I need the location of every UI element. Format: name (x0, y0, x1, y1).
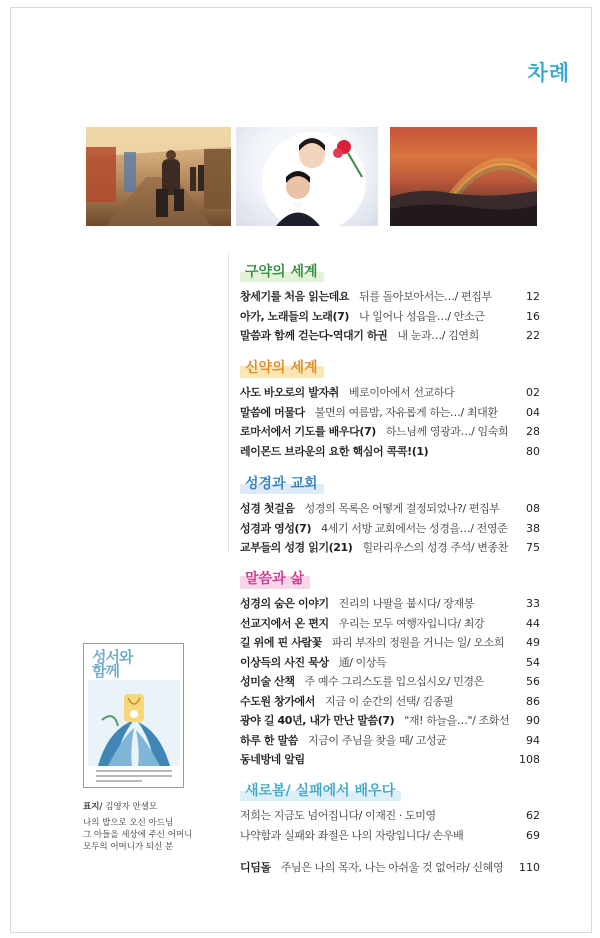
toc-entry[interactable] (240, 672, 540, 692)
entry-title: 동네방네 알림 (240, 753, 305, 766)
entry-page-number: 90 (526, 714, 540, 727)
entry-page-number: 56 (526, 675, 540, 688)
entry-subtitle: 4세기 서방 교회에서는 성경을…/ 전영준 (321, 521, 508, 535)
toc-entry[interactable] (240, 383, 540, 403)
entry-title: 말씀에 머물다 (240, 405, 305, 419)
section-title: 신약의 세계 (240, 356, 324, 378)
toc-entry[interactable] (240, 633, 540, 653)
entry-title: 수도원 창가에서 (240, 694, 316, 708)
entry-page-number: 44 (526, 616, 540, 630)
section-title: 말씀과 삶 (240, 567, 310, 589)
toc-entry[interactable] (240, 750, 540, 770)
toc-entry[interactable] (240, 653, 540, 673)
section-title: 성경과 교회 (240, 472, 324, 494)
toc-section-old-testament (240, 260, 540, 346)
entry-subtitle: 나 일어나 성읍을…/ 안소근 (358, 309, 485, 323)
entry-page-number: 86 (526, 694, 540, 708)
entry-subtitle: 저희는 지금도 넘어집니다/ 이재진 · 도미영 (240, 809, 436, 822)
entry-subtitle: 파리 부자의 정원을 거니는 일/ 오소희 (331, 636, 505, 649)
toc-entry[interactable] (240, 499, 540, 519)
entry-subtitle: 지금이 주님을 찾을 때/ 고성균 (308, 733, 447, 747)
entry-page-number: 38 (526, 521, 540, 535)
entry-page-number: 08 (526, 502, 540, 515)
toc-entry[interactable] (240, 806, 540, 826)
entry-page-number: 69 (526, 828, 540, 842)
entry-page-number: 12 (526, 290, 540, 303)
photo-wedding-couple (236, 127, 378, 226)
entry-page-number: 33 (526, 597, 540, 610)
entry-page-number: 108 (519, 753, 540, 766)
entry-page-number: 110 (519, 861, 540, 874)
toc-entry[interactable] (240, 731, 540, 751)
entry-subtitle: 뒤를 돌아보아서는…/ 편집부 (359, 290, 492, 303)
entry-title: 창세기를 처음 읽는데요 (240, 290, 350, 303)
cover-caption (83, 801, 233, 853)
entry-title: 성경 첫걸음 (240, 502, 295, 515)
toc-entry[interactable] (240, 711, 540, 731)
entry-subtitle: 하느님께 영광과…/ 임숙희 (385, 425, 509, 438)
entry-subtitle: 성경의 목록은 어떻게 결정되었나?/ 편집부 (304, 502, 500, 515)
entry-subtitle: 주님은 나의 목자, 나는 아쉬울 것 없어라/ 신혜영 (280, 861, 504, 874)
column-divider (228, 252, 229, 552)
toc-section-word-and-life (240, 567, 540, 770)
entry-page-number: 16 (526, 309, 540, 323)
entry-page-number: 02 (526, 386, 540, 399)
entry-subtitle: 불면의 여름밤, 자유롭게 하는…/ 최대환 (314, 405, 498, 419)
entry-title: 디딤돌 (240, 861, 271, 874)
entry-subtitle: "재! 하늘을…"/ 조화선 (404, 714, 510, 727)
toc-entry[interactable] (240, 594, 540, 614)
entry-page-number: 94 (526, 733, 540, 747)
entry-title: 성경의 숨은 이야기 (240, 597, 329, 610)
entry-page-number: 62 (526, 809, 540, 822)
cover-description: 나의 밥으로 오신 아드님 그 아들을 세상에 주신 어머니 모두의 어머니가 되신 분 (83, 818, 193, 852)
section-title: 구약의 세계 (240, 260, 324, 282)
toc-entry[interactable] (240, 858, 540, 878)
entry-subtitle: 우리는 모두 여행자입니다/ 최강 (338, 616, 485, 630)
entry-title: 길 위에 핀 사람꽃 (240, 636, 322, 649)
entry-title: 아가, 노래들의 노래(7) (240, 309, 349, 323)
entry-title: 광야 길 40년, 내가 만난 말씀(7) (240, 714, 395, 727)
entry-title: 레이몬드 브라운의 요한 핵심어 콕콕!(1) (240, 444, 429, 458)
toc-entry[interactable] (240, 826, 540, 846)
masthead-title: 차례 (527, 61, 570, 85)
cover-artist: 김영자 안셀모 (105, 802, 158, 812)
entry-title: 말씀과 함께 걷는다-역대기 하권 (240, 329, 388, 342)
entry-subtitle: 힐라리우스의 성경 주석/ 변종찬 (362, 541, 508, 554)
entry-subtitle: 지금 이 순간의 선택/ 김종필 (325, 694, 454, 708)
entry-page-number: 49 (526, 636, 540, 649)
entry-page-number: 22 (526, 329, 540, 342)
toc-entry[interactable] (240, 403, 540, 423)
entry-page-number: 04 (526, 405, 540, 419)
toc-entry[interactable] (240, 307, 540, 327)
entry-subtitle: 진리의 나팔을 붑시다/ 장재봉 (338, 597, 474, 610)
photo-rainbow-landscape (390, 127, 537, 226)
toc-section-stepping-stone (240, 858, 540, 878)
cover-artwork (88, 680, 180, 766)
toc-section-new-look (240, 779, 540, 845)
entry-page-number: 54 (526, 655, 540, 669)
entry-subtitle: 주 예수 그리스도를 입으십시오/ 민경은 (304, 675, 484, 688)
section-title: 새로봄/ 실패에서 배우다 (240, 779, 401, 801)
toc-section-bible-and-church (240, 472, 540, 558)
toc-entry[interactable] (240, 442, 540, 462)
entry-title: 교부들의 성경 읽기(21) (240, 541, 353, 554)
toc-entry[interactable] (240, 422, 540, 442)
toc-section-new-testament (240, 356, 540, 461)
entry-page-number: 28 (526, 425, 540, 438)
magazine-cover-thumbnail (83, 643, 184, 788)
entry-title: 선교지에서 온 편지 (240, 616, 329, 630)
photo-subway-corridor (86, 127, 231, 226)
toc-entry[interactable] (240, 326, 540, 346)
cover-title: 성서와 함께 (92, 648, 133, 680)
entry-page-number: 80 (526, 444, 540, 458)
entry-title: 이상득의 사진 묵상 (240, 655, 329, 669)
cover-credit-label: 표지/ (83, 802, 103, 812)
entry-title: 성미술 산책 (240, 675, 295, 688)
entry-title: 로마서에서 기도를 배우다(7) (240, 425, 376, 438)
toc-entry[interactable] (240, 538, 540, 558)
cover-credit (83, 801, 233, 813)
entry-subtitle: 나약함과 실패와 좌절은 나의 자랑입니다/ 손우배 (240, 828, 464, 842)
entry-title: 하루 한 말씀 (240, 733, 298, 747)
toc-entry[interactable] (240, 614, 540, 634)
toc-entry[interactable] (240, 692, 540, 712)
entry-subtitle: 通/ 이상득 (338, 655, 387, 669)
entry-title: 사도 바오로의 발자취 (240, 386, 339, 399)
toc-entry[interactable] (240, 519, 540, 539)
toc-entry[interactable] (240, 287, 540, 307)
entry-title: 성경과 영성(7) (240, 521, 312, 535)
entry-subtitle: 베로이아에서 선교하다 (348, 386, 455, 399)
entry-page-number: 75 (526, 541, 540, 554)
entry-subtitle: 내 눈과…/ 김연희 (397, 329, 479, 342)
cover-text-lines (96, 770, 172, 785)
